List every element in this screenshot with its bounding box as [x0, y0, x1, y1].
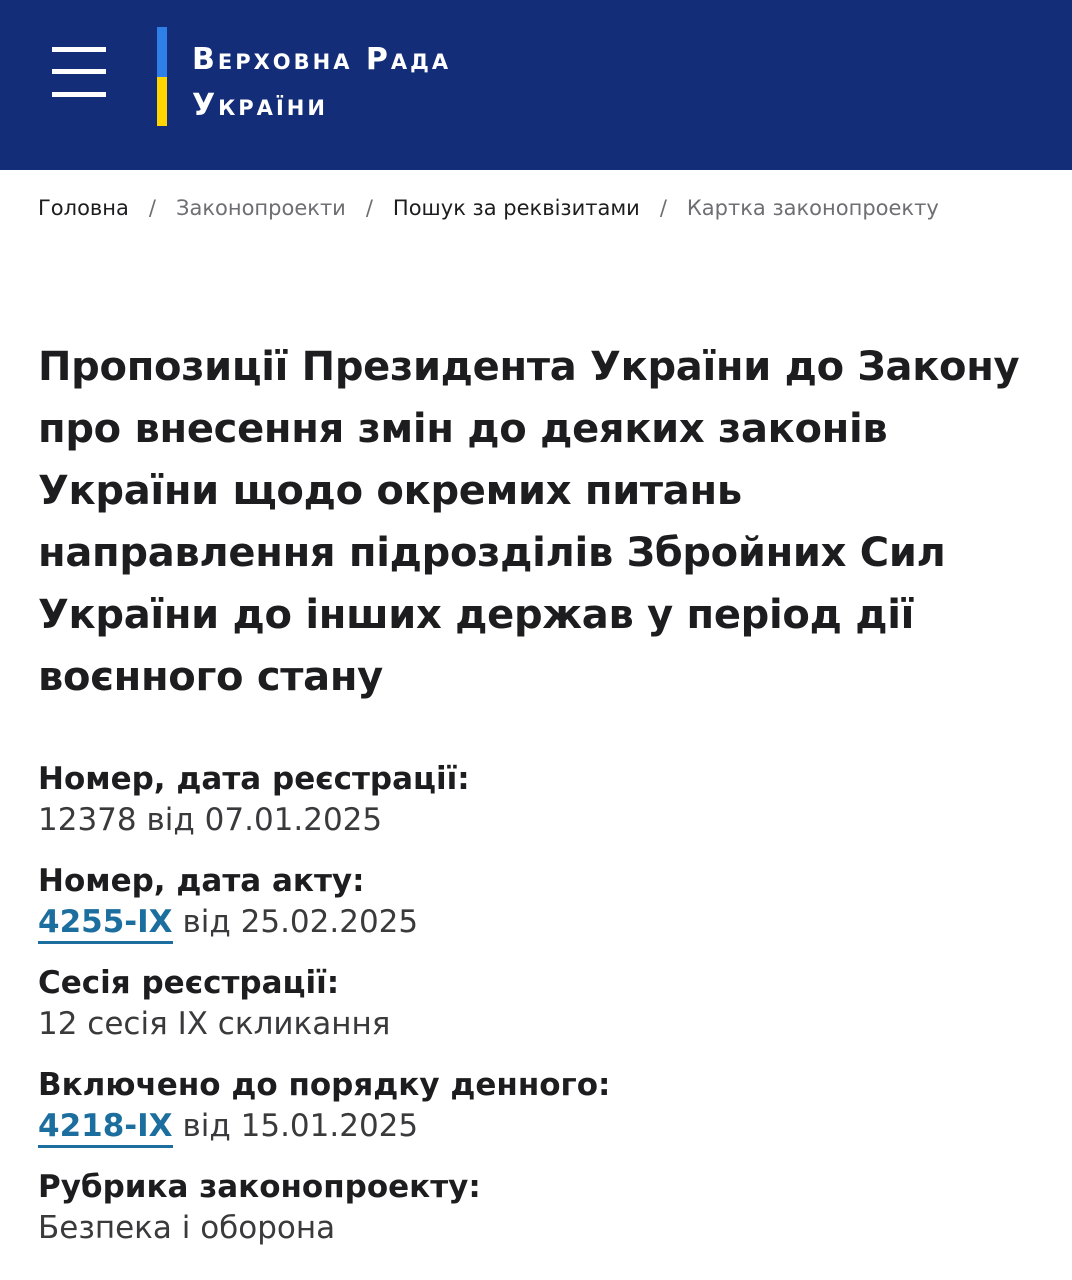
field-value: 12 сесія IX скликання: [38, 1006, 391, 1042]
breadcrumb-bills[interactable]: Законопроекти: [175, 196, 346, 220]
site-logo[interactable]: [192, 37, 451, 129]
agenda-number-link[interactable]: 4218-IX: [38, 1108, 173, 1148]
field-value: [38, 1106, 1038, 1146]
act-number-link[interactable]: 4255-IX: [38, 904, 173, 944]
bill-title: Пропозиції Президента України до Закону про внесення змін до деяких законів України щодо окремих питань направлення підрозділів Збройних Сил України до інших держав у період дії воєнного стану: [38, 344, 1020, 700]
menu-bar: [52, 69, 106, 74]
bill-info: [38, 758, 1038, 1268]
breadcrumb-current: Картка законопроекту: [686, 196, 939, 220]
breadcrumb-search[interactable]: Пошук за реквізитами: [392, 196, 640, 220]
field-label: Номер, дата реєстрації:: [38, 761, 470, 797]
breadcrumb: [38, 188, 939, 228]
field-agenda: [38, 1064, 1038, 1146]
field-label: Включено до порядку денного:: [38, 1067, 611, 1103]
menu-bar: [52, 47, 106, 52]
menu-bar: [52, 92, 106, 97]
field-rubric: [38, 1166, 1038, 1248]
logo-line-1: Верховна Рада: [192, 42, 452, 77]
field-value: Безпека і оборона: [38, 1210, 336, 1246]
breadcrumb-separator: /: [365, 196, 373, 220]
field-label: Рубрика законопроекту:: [38, 1169, 481, 1205]
flag-yellow: [157, 77, 167, 126]
agenda-date: від 15.01.2025: [182, 1108, 419, 1144]
logo-line-2: України: [192, 88, 328, 123]
field-value: [38, 902, 1038, 942]
flag-stripe-icon: [157, 27, 167, 126]
field-session: [38, 962, 1038, 1044]
breadcrumb-separator: /: [659, 196, 667, 220]
field-label: Номер, дата акту:: [38, 863, 365, 899]
site-header: [0, 0, 1072, 170]
field-value: 12378 від 07.01.2025: [38, 802, 383, 838]
act-date: від 25.02.2025: [182, 904, 419, 940]
field-act: [38, 860, 1038, 942]
flag-blue: [157, 27, 167, 77]
breadcrumb-home[interactable]: Головна: [38, 196, 129, 220]
field-registration: [38, 758, 1038, 840]
hamburger-menu-icon[interactable]: [52, 47, 106, 99]
breadcrumb-separator: /: [148, 196, 156, 220]
field-label: Сесія реєстрації:: [38, 965, 340, 1001]
